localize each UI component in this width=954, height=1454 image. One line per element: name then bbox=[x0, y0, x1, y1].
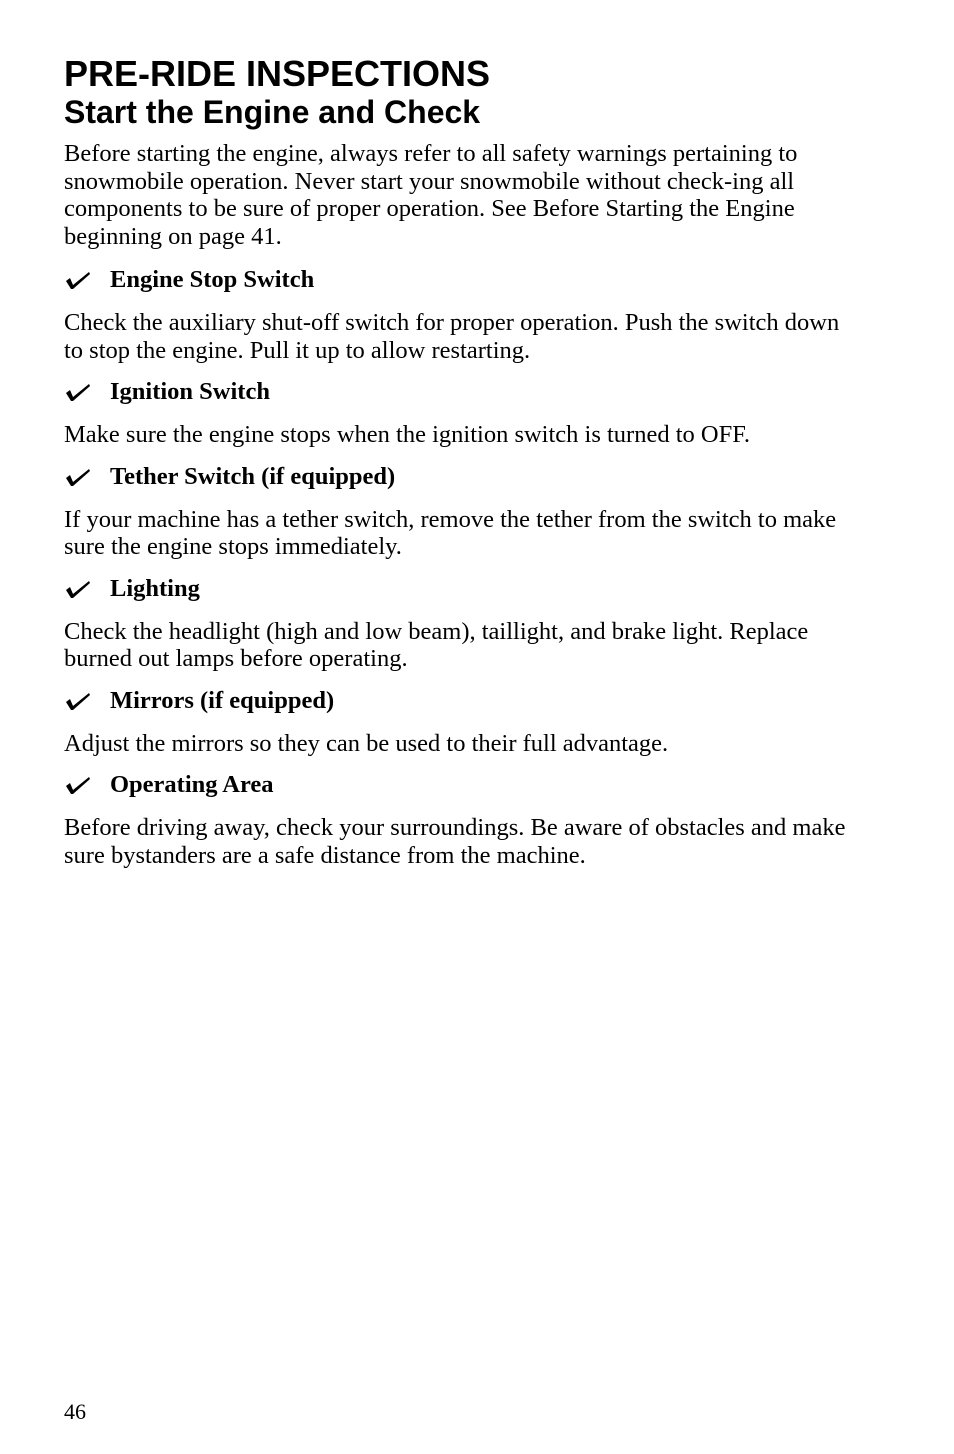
check-label: Engine Stop Switch bbox=[110, 266, 315, 293]
check-item-lighting bbox=[64, 575, 864, 673]
check-description: Make sure the engine stops when the ignition switch is turned to OFF. bbox=[64, 421, 750, 448]
check-label: Ignition Switch bbox=[110, 378, 270, 405]
check-label: Operating Area bbox=[110, 771, 274, 798]
check-heading bbox=[64, 771, 864, 799]
checkmark-icon bbox=[64, 465, 110, 489]
page-content bbox=[64, 54, 864, 883]
check-item-operating-area bbox=[64, 771, 864, 869]
check-item-ignition-switch bbox=[64, 378, 864, 449]
check-description: Check the auxiliary shut-off switch for proper operation. Push the switch down to stop the engine. Pull it up to allow restarting. bbox=[64, 309, 840, 364]
check-item-mirrors bbox=[64, 687, 864, 758]
checkmark-icon bbox=[64, 577, 110, 601]
check-description: Check the headlight (high and low beam), taillight, and brake light. Replace burned out lamps before operating. bbox=[64, 617, 809, 672]
checkmark-icon bbox=[64, 689, 110, 713]
intro-paragraph: Before starting the engine, always refer to all safety warnings pertaining to snowmobile operation. Never start your snowmobile without check-ing all components to be sure of proper operation. See Before Starting the Engine beginning on page 41. bbox=[64, 140, 798, 250]
check-item-engine-stop-switch bbox=[64, 266, 864, 364]
check-heading bbox=[64, 266, 864, 294]
check-heading bbox=[64, 575, 864, 603]
check-heading bbox=[64, 378, 864, 406]
checkmark-icon bbox=[64, 380, 110, 404]
check-item-tether-switch bbox=[64, 463, 864, 561]
page-number: 46 bbox=[64, 1399, 86, 1424]
check-heading bbox=[64, 463, 864, 491]
check-description: Before driving away, check your surroundings. Be aware of obstacles and make sure bystanders are a safe distance from the machine. bbox=[64, 814, 846, 869]
checkmark-icon bbox=[64, 268, 110, 292]
check-label: Tether Switch (if equipped) bbox=[110, 462, 396, 490]
check-description: Adjust the mirrors so they can be used to their full advantage. bbox=[64, 729, 669, 757]
check-label: Mirrors (if equipped) bbox=[110, 686, 335, 714]
check-heading bbox=[64, 687, 864, 715]
section-title: PRE-RIDE INSPECTIONS bbox=[64, 53, 491, 94]
section-subtitle: Start the Engine and Check bbox=[64, 94, 481, 130]
checkmark-icon bbox=[64, 773, 110, 797]
check-label: Lighting bbox=[110, 574, 200, 602]
check-description: If your machine has a tether switch, remove the tether from the switch to make sure the engine stops immediately. bbox=[64, 505, 837, 560]
